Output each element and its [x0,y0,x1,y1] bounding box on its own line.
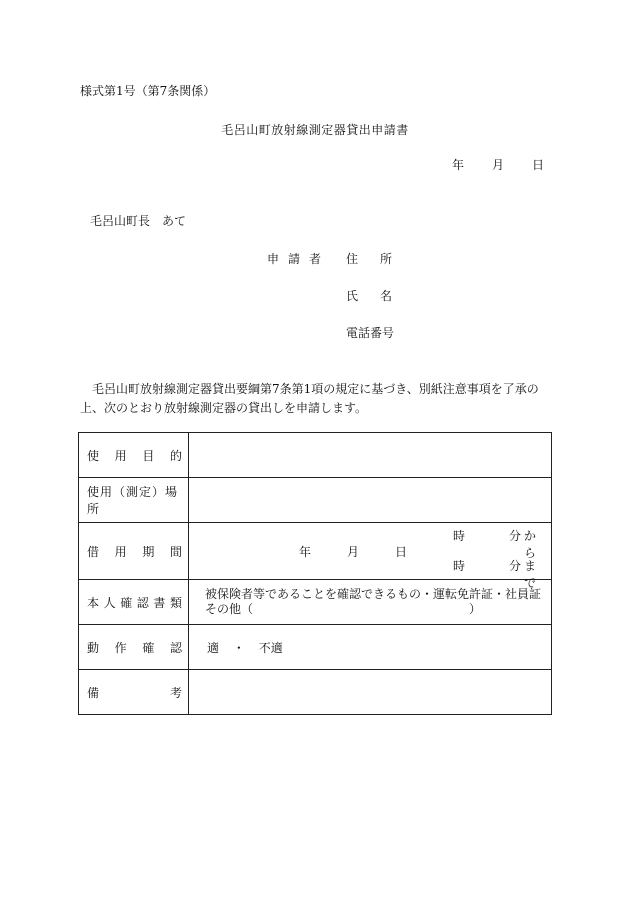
period-from: から [524,529,542,560]
id-field[interactable] [189,580,552,625]
period-day: 日 [395,545,408,559]
remarks-label: 備 考 [87,685,182,700]
period-hour-until: 時 [453,559,466,573]
table-row [79,433,552,478]
phone-label: 電話番号 [346,326,395,340]
date-year: 年 [452,158,465,172]
date-day: 日 [532,158,545,172]
id-label: 本 人 確 認 書 類 [87,595,182,610]
form-number: 様式第1号（第7条関係） [80,84,216,98]
date-month: 月 [492,158,505,172]
table-row [79,580,552,625]
name-label: 氏名 [346,289,415,303]
table-row [79,625,552,670]
operation-ng[interactable]: 不適 [258,640,283,655]
table-row [79,523,552,580]
operation-field[interactable] [189,625,552,670]
period-year: 年 [299,545,312,559]
operation-ok[interactable]: 適 [207,640,220,655]
table-row [79,670,552,715]
page-title: 毛呂山町放射線測定器貸出申請書 [221,123,409,137]
table-row [79,478,552,523]
address-label: 住所 [346,252,415,266]
operation-separator: ・ [232,640,245,655]
period-month: 月 [347,545,360,559]
body-text: 毛呂山町放射線測定器貸出要綱第7条第1項の規定に基づき、別紙注意事項を了承の上、次のとおり放射線測定器の貸出しを申請します。 [80,382,539,415]
remarks-field[interactable] [189,670,552,715]
place-label: 使用（測定）場所 [87,485,179,516]
period-until: まで [524,559,542,590]
period-minute-from: 分 [509,529,522,543]
id-text-line1: 被保険者等であることを確認できるもの・運転免許証・社員証 [205,587,542,601]
addressee: 毛呂山町長 あて [90,214,187,228]
date-line [452,156,544,173]
period-hour-from: 時 [453,529,466,543]
period-minute-until: 分 [509,559,522,573]
application-table [78,432,552,715]
purpose-label: 使 用 目 的 [87,448,182,463]
operation-label: 動 作 確 認 [87,640,182,655]
period-field[interactable] [189,523,552,590]
place-field[interactable] [189,478,552,523]
period-label: 借 用 期 間 [87,544,182,559]
applicant-label: 申請者 [267,252,331,266]
purpose-field[interactable] [189,433,552,478]
id-text-line2: その他（ ） [205,602,482,616]
